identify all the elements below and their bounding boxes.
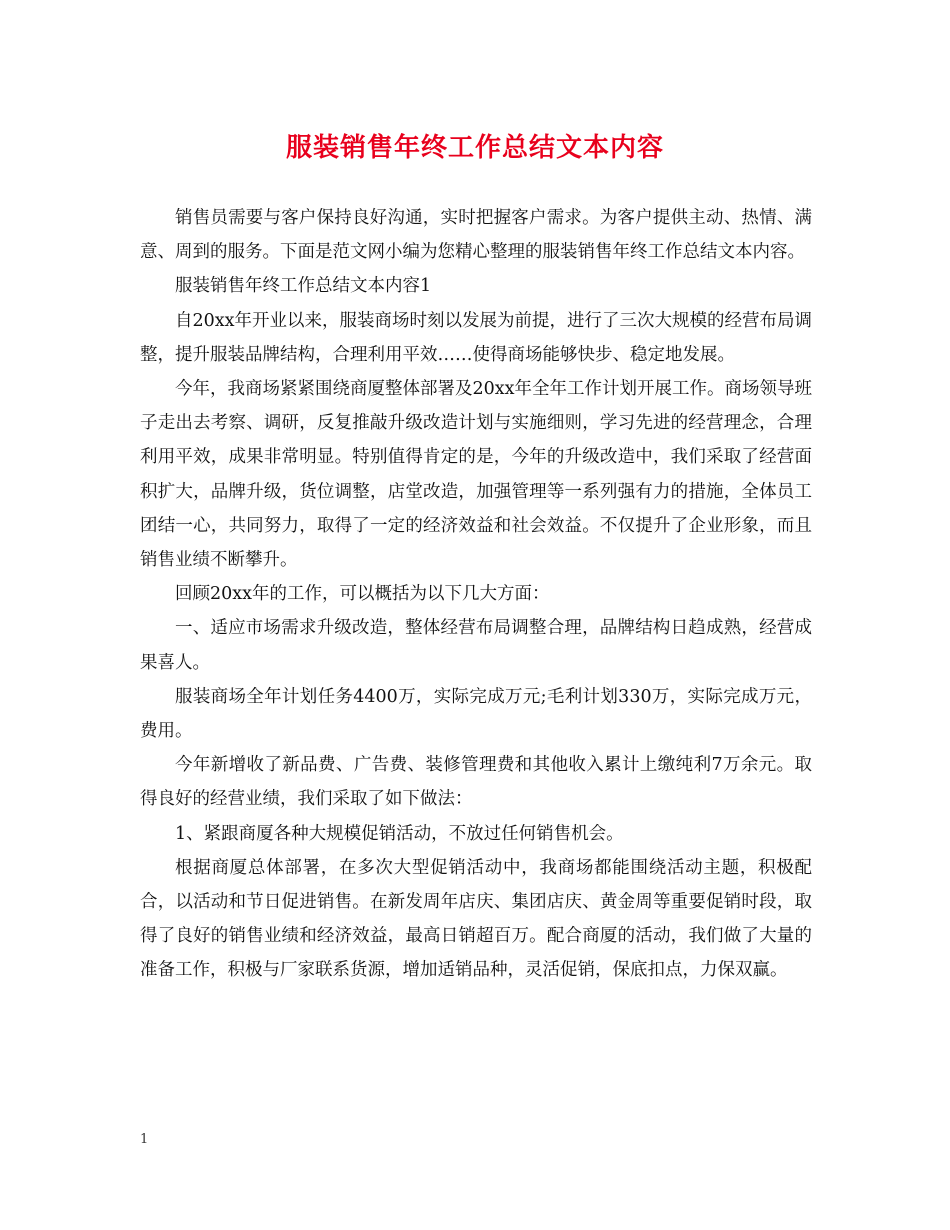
body-paragraph: 根据商厦总体部署，在多次大型促销活动中，我商场都能围绕活动主题，积极配合，以活动和节日促进销售。在新发周年店庆、集团店庆、黄金周等重要促销时段，取得了良好的销售业绩和经济效益，最高日销超百万。配合商厦的活动，我们做了大量的准备工作，积极与厂家联系货源，增加适销品种，灵活促销，保底扣点，力保双赢。 xyxy=(140,857,812,981)
page-number: 1 xyxy=(140,1132,149,1147)
document-title: 服装销售年终工作总结文本内容 xyxy=(285,133,664,163)
document-body xyxy=(140,201,812,988)
body-paragraph: 回顾20xx年的工作，可以概括为以下几大方面： xyxy=(175,584,550,605)
body-paragraph: 1、紧跟商厦各种大规模促销活动，不放过任何销售机会。 xyxy=(175,823,624,844)
body-paragraph: 服装商场全年计划任务4400万，实际完成万元;毛利计划330万，实际完成万元，费用。 xyxy=(140,686,812,742)
intro-paragraph: 销售员需要与客户保持良好沟通，实时把握客户需求。为客户提供主动、热情、满意、周到的服务。下面是范文网小编为您精心整理的服装销售年终工作总结文本内容。 xyxy=(140,208,812,263)
body-paragraph: 自20xx年开业以来，服装商场时刻以发展为前提，进行了三次大规模的经营布局调整，提升服装品牌结构，合理利用平效……使得商场能够快步、稳定地发展。 xyxy=(140,310,813,365)
body-paragraph: 今年新增收了新品费、广告费、装修管理费和其他收入累计上缴纯利7万余元。取得良好的经营业绩，我们采取了如下做法： xyxy=(140,755,812,810)
body-paragraph: 今年，我商场紧紧围绕商厦整体部署及20xx年全年工作计划开展工作。商场领导班子走出去考察、调研，反复推敲升级改造计划与实施细则，学习先进的经营理念，合理利用平效，成果非常明显。特别值得肯定的是，今年的升级改造中，我们采取了经营面积扩大，品牌升级，货位调整，店堂改造，加强管理等一系列强有力的措施，全体员工团结一心，共同努力，取得了一定的经济效益和社会效益。不仅提升了企业形象，而且销售业绩不断攀升。 xyxy=(140,379,813,571)
body-paragraph: 一、适应市场需求升级改造，整体经营布局调整合理，品牌结构日趋成熟，经营成果喜人。 xyxy=(140,618,812,673)
section-heading: 服装销售年终工作总结文本内容1 xyxy=(175,276,432,297)
